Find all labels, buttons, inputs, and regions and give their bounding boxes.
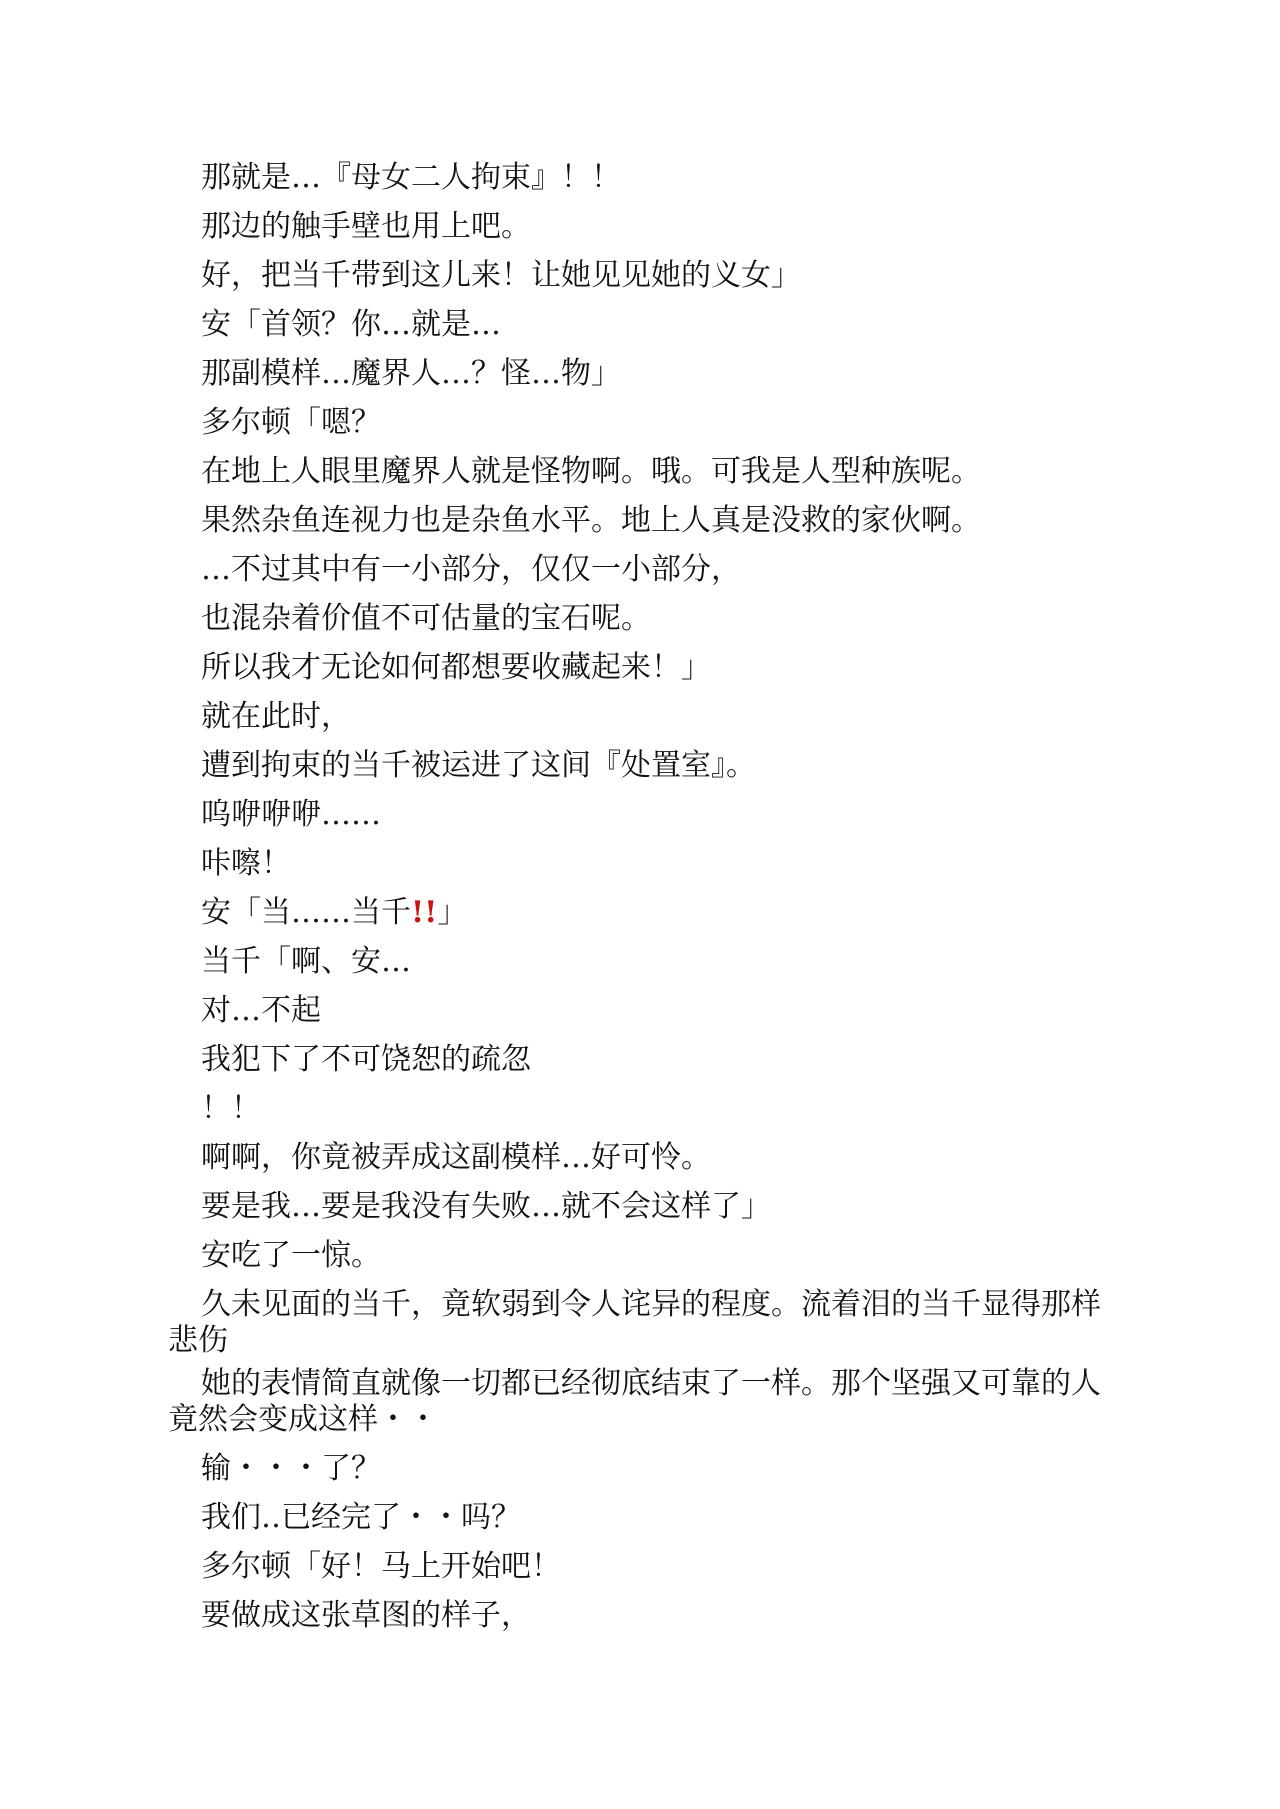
text-line-with-emphasis [168, 888, 1128, 937]
text-line: 当千「啊、安… [201, 944, 411, 979]
text-line: 那就是…『母女二人拘束』！！ [201, 160, 621, 195]
text-line: 输・・・了？ [201, 1451, 381, 1486]
text-line: 咔嚓！ [201, 846, 291, 881]
text-line: ！！ [201, 1091, 261, 1126]
text-line: 呜咿咿咿…… [201, 797, 381, 832]
text-line: 多尔顿「好！马上开始吧！ [201, 1549, 561, 1584]
text-line: 就在此时， [201, 699, 351, 734]
text-line: 安「首领？你…就是… [201, 307, 501, 342]
text-line: …不过其中有一小部分，仅仅一小部分， [201, 552, 741, 587]
text-line: 要做成这张草图的样子， [201, 1598, 531, 1633]
text-line: 在地上人眼里魔界人就是怪物啊。哦。可我是人型种族呢。 [201, 454, 981, 489]
text-line: 安吃了一惊。 [201, 1238, 381, 1273]
text-line: 我犯下了不可饶恕的疏忽 [201, 1042, 531, 1077]
text-line: 所以我才无论如何都想要收藏起来！」 [201, 650, 711, 685]
text-line: 要是我…要是我没有失败…就不会这样了」 [201, 1189, 771, 1224]
exclamation-emphasis: !! [411, 895, 438, 930]
text-line: 啊啊，你竟被弄成这副模样…好可怜。 [201, 1140, 711, 1175]
text-line: 好，把当千带到这儿来！让她见见她的义女」 [201, 258, 801, 293]
line-text: 安「当……当千 [201, 895, 411, 930]
text-body [168, 153, 1128, 1640]
text-line: 那边的触手壁也用上吧。 [201, 209, 531, 244]
text-line: 遭到拘束的当千被运进了这间『处置室』。 [201, 748, 756, 783]
text-paragraph: 久未见面的当千，竟软弱到令人诧异的程度。流着泪的当千显得那样悲伤 [168, 1287, 1101, 1358]
text-line: 果然杂鱼连视力也是杂鱼水平。地上人真是没救的家伙啊。 [201, 503, 981, 538]
text-line: 那副模样…魔界人…？怪…物」 [201, 356, 621, 391]
text-line: 也混杂着价值不可估量的宝石呢。 [201, 601, 651, 636]
text-line: 多尔顿「嗯？ [201, 405, 381, 440]
text-line: 我们‥已经完了・・吗？ [201, 1500, 522, 1535]
text-line: 对…不起 [201, 993, 321, 1028]
text-paragraph: 她的表情简直就像一切都已经彻底结束了一样。那个坚强又可靠的人竟然会变成这样・・ [168, 1366, 1101, 1437]
line-text: 」 [437, 895, 468, 930]
